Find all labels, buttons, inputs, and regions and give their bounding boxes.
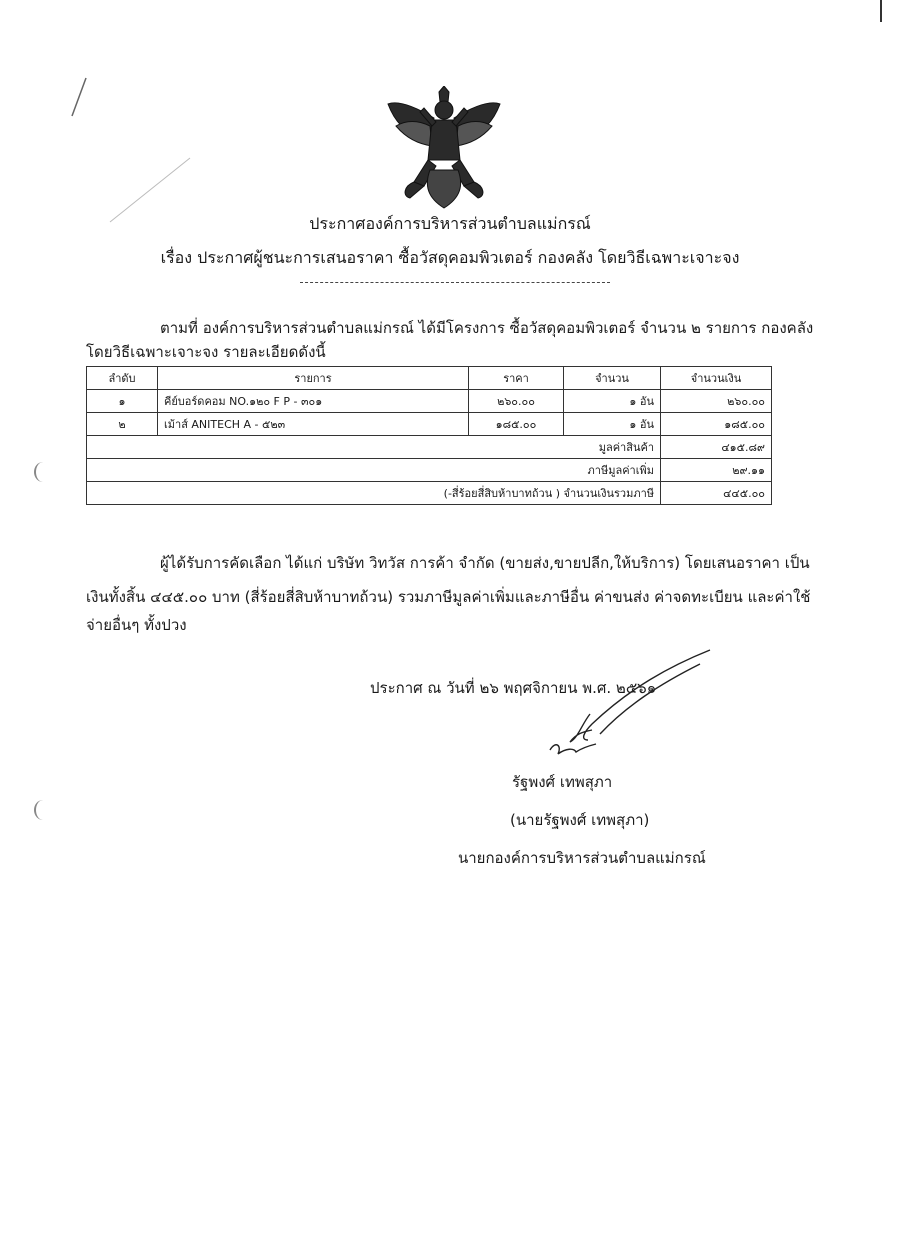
punch-hole-mark — [34, 462, 52, 482]
row-price: ๑๘๕.๐๐ — [469, 413, 564, 436]
row-item: เม้าส์ ANITECH A - ๕๒๓ — [158, 413, 469, 436]
edge-mark — [880, 0, 882, 22]
subtotal-label: มูลค่าสินค้า — [87, 436, 661, 459]
signatory-position: นายกองค์การบริหารส่วนตำบลแม่กรณ์ — [458, 849, 706, 867]
row-no: ๒ — [87, 413, 158, 436]
table-row — [87, 413, 772, 436]
row-no: ๑ — [87, 390, 158, 413]
row-amount: ๑๘๕.๐๐ — [661, 413, 772, 436]
total-label: (-สี่ร้อยสี่สิบห้าบาทถ้วน ) จำนวนเงินรวมภาษี — [87, 482, 661, 505]
intro-line-2: โดยวิธีเฉพาะเจาะจง รายละเอียดดังนี้ — [86, 343, 326, 361]
vat-value: ๒๙.๑๑ — [661, 459, 772, 482]
handwritten-signature — [530, 644, 720, 764]
col-header-item: รายการ — [158, 367, 469, 390]
garuda-emblem-icon — [384, 86, 504, 210]
col-header-price: ราคา — [469, 367, 564, 390]
punch-hole-mark — [34, 800, 52, 820]
col-header-no: ลำดับ — [87, 367, 158, 390]
subject-line: เรื่อง ประกาศผู้ชนะการเสนอราคา ซื้อวัสดุคอมพิวเตอร์ กองคลัง โดยวิธีเฉพาะเจาะจง — [160, 248, 740, 267]
vat-label: ภาษีมูลค่าเพิ่ม — [87, 459, 661, 482]
winner-line-2: เงินทั้งสิ้น ๔๔๕.๐๐ บาท (สี่ร้อยสี่สิบห้าบาทถ้วน) รวมภาษีมูลค่าเพิ่มและภาษีอื่น ค่าขนส่ง ค่าจดทะเบียน และค่าใช้ — [86, 588, 811, 606]
row-price: ๒๖๐.๐๐ — [469, 390, 564, 413]
signatory-full-name: (นายรัฐพงศ์ เทพสุภา) — [510, 811, 650, 829]
row-qty: ๑ อัน — [564, 413, 661, 436]
row-amount: ๒๖๐.๐๐ — [661, 390, 772, 413]
total-row — [87, 482, 772, 505]
total-value: ๔๔๕.๐๐ — [661, 482, 772, 505]
table-row — [87, 390, 772, 413]
vat-row — [87, 459, 772, 482]
col-header-qty: จำนวน — [564, 367, 661, 390]
winner-line-3: จ่ายอื่นๆ ทั้งปวง — [86, 616, 187, 634]
items-table — [86, 366, 772, 505]
scan-mark — [60, 70, 200, 230]
col-header-amount: จำนวนเงิน — [661, 367, 772, 390]
row-qty: ๑ อัน — [564, 390, 661, 413]
intro-line-1: ตามที่ องค์การบริหารส่วนตำบลแม่กรณ์ ได้มีโครงการ ซื้อวัสดุคอมพิวเตอร์ จำนวน ๒ รายการ กองคลัง — [160, 319, 814, 337]
subtotal-row — [87, 436, 772, 459]
org-title: ประกาศองค์การบริหารส่วนตำบลแม่กรณ์ — [309, 214, 591, 233]
table-header-row — [87, 367, 772, 390]
dashed-separator — [300, 282, 610, 283]
row-item: คีย์บอร์ดคอม NO.๑๒๐ F P - ๓๐๑ — [158, 390, 469, 413]
winner-line-1: ผู้ได้รับการคัดเลือก ได้แก่ บริษัท วิทวัส การค้า จำกัด (ขายส่ง,ขายปลีก,ให้บริการ) โดยเสนอราคา เป็น — [160, 554, 810, 572]
subtotal-value: ๔๑๕.๘๙ — [661, 436, 772, 459]
signatory-name: รัฐพงศ์ เทพสุภา — [512, 773, 613, 791]
announcement-date: ประกาศ ณ วันที่ ๒๖ พฤศจิกายน พ.ศ. ๒๕๖๑ — [370, 679, 657, 697]
